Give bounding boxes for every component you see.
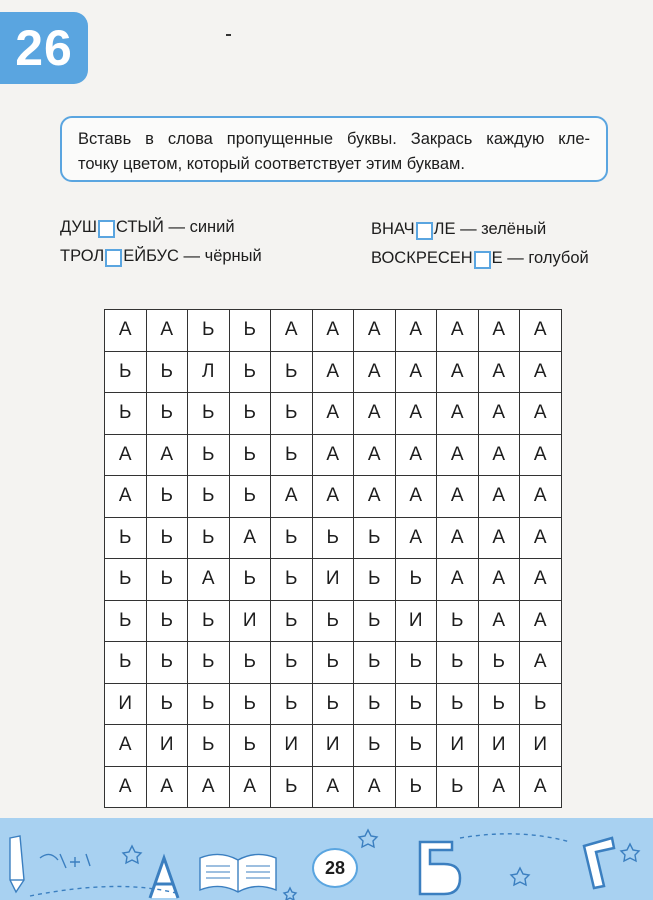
grid-cell[interactable]: Ь [146, 517, 188, 559]
grid-cell[interactable]: Ь [146, 393, 188, 435]
grid-cell[interactable]: А [229, 766, 271, 808]
instruction-box [60, 116, 608, 182]
grid-cell[interactable]: Ь [146, 559, 188, 601]
grid-cell[interactable]: Ь [395, 683, 437, 725]
grid-cell[interactable]: А [354, 766, 396, 808]
grid-row [105, 393, 562, 435]
letter-b-icon [420, 842, 460, 894]
rule-word-start: ДУШ [60, 218, 97, 236]
task-number-badge [0, 12, 88, 84]
grid-cell[interactable]: А [395, 351, 437, 393]
grid-cell[interactable]: А [354, 310, 396, 352]
page-number-badge [312, 848, 358, 888]
grid-cell[interactable]: А [105, 766, 147, 808]
rule-word-end: ЛЕ [433, 220, 456, 238]
page-number: 28 [324, 857, 346, 878]
grid-cell[interactable]: И [312, 559, 354, 601]
grid-cell[interactable]: Ь [229, 476, 271, 518]
grid-cell[interactable]: Ь [271, 559, 313, 601]
missing-letter-box[interactable] [105, 249, 122, 267]
grid-cell[interactable]: А [395, 517, 437, 559]
missing-letter-box[interactable] [416, 222, 433, 240]
grid-cell[interactable]: А [312, 393, 354, 435]
grid-cell[interactable]: А [437, 351, 479, 393]
grid-cell[interactable]: А [395, 393, 437, 435]
grid-row [105, 351, 562, 393]
rule-color-name: чёрный [204, 247, 262, 265]
grid-cell[interactable]: А [520, 310, 562, 352]
grid-row [105, 310, 562, 352]
grid-row [105, 559, 562, 601]
grid-cell[interactable]: А [520, 600, 562, 642]
grid-cell[interactable]: Ь [105, 642, 147, 684]
grid-cell[interactable]: Ь [271, 600, 313, 642]
rule-green [371, 220, 546, 239]
rule-word-start: ТРОЛ [60, 247, 105, 265]
rule-dash: — [455, 220, 482, 238]
grid-cell[interactable]: И [520, 725, 562, 767]
grid-cell[interactable]: Ь [188, 683, 230, 725]
grid-cell[interactable]: А [520, 434, 562, 476]
grid-cell[interactable]: Ь [312, 642, 354, 684]
grid-cell[interactable]: Ь [437, 683, 479, 725]
grid-cell[interactable]: И [271, 725, 313, 767]
grid-cell[interactable]: Ь [188, 642, 230, 684]
grid-row [105, 476, 562, 518]
grid-cell[interactable]: Ь [188, 725, 230, 767]
grid-cell[interactable]: Ь [354, 725, 396, 767]
grid-row [105, 725, 562, 767]
grid-cell[interactable]: Ь [478, 683, 520, 725]
grid-cell[interactable]: А [437, 517, 479, 559]
missing-letter-box[interactable] [474, 251, 491, 269]
grid-cell[interactable]: Ь [271, 434, 313, 476]
rule-black [60, 247, 262, 266]
grid-cell[interactable]: И [437, 725, 479, 767]
rule-blue [60, 218, 235, 237]
grid-cell[interactable]: А [188, 766, 230, 808]
grid-cell[interactable]: Ь [312, 600, 354, 642]
grid-cell[interactable]: Ь [229, 310, 271, 352]
grid-cell[interactable]: Ь [146, 642, 188, 684]
grid-cell[interactable]: Ь [188, 476, 230, 518]
grid-cell[interactable]: Ь [354, 642, 396, 684]
grid-cell[interactable]: И [105, 683, 147, 725]
grid-cell[interactable]: А [478, 310, 520, 352]
pencil-icon [10, 836, 24, 892]
grid-cell[interactable]: И [395, 600, 437, 642]
grid-cell[interactable]: А [478, 766, 520, 808]
grid-cell[interactable]: А [395, 434, 437, 476]
grid-cell[interactable]: Ь [271, 683, 313, 725]
letter-g-icon [584, 838, 614, 888]
grid-cell[interactable]: Ь [395, 559, 437, 601]
grid-cell[interactable]: Ь [437, 600, 479, 642]
rule-word-start: ВНАЧ [371, 220, 415, 238]
grid-cell[interactable]: Ь [105, 351, 147, 393]
grid-cell[interactable]: Ь [229, 351, 271, 393]
grid-cell[interactable]: А [478, 351, 520, 393]
grid-cell[interactable]: Ь [520, 683, 562, 725]
grid-cell[interactable]: А [271, 476, 313, 518]
rule-word-end: Е [491, 249, 503, 267]
grid-row [105, 517, 562, 559]
grid-cell[interactable]: Ь [437, 766, 479, 808]
grid-cell[interactable]: Ь [478, 642, 520, 684]
rule-word-start: ВОСКРЕСЕН [371, 249, 473, 267]
grid-cell[interactable]: А [437, 476, 479, 518]
grid-cell[interactable]: Ь [271, 766, 313, 808]
grid-cell[interactable]: А [478, 600, 520, 642]
grid-cell[interactable]: Ь [188, 434, 230, 476]
grid-cell[interactable]: Ь [229, 559, 271, 601]
rule-dash: — [502, 249, 529, 267]
grid-cell[interactable]: И [478, 725, 520, 767]
grid-cell[interactable]: Ь [229, 725, 271, 767]
grid-cell[interactable]: А [478, 559, 520, 601]
grid-cell[interactable]: А [312, 476, 354, 518]
grid-cell[interactable]: И [146, 725, 188, 767]
grid-cell[interactable]: Ь [188, 517, 230, 559]
grid-cell[interactable]: Л [188, 351, 230, 393]
grid-cell[interactable]: А [478, 393, 520, 435]
rule-color-name: синий [189, 218, 235, 236]
grid-cell[interactable]: А [478, 517, 520, 559]
grid-cell[interactable]: А [437, 559, 479, 601]
grid-cell[interactable]: Ь [229, 393, 271, 435]
grid-cell[interactable]: Ь [188, 600, 230, 642]
grid-cell[interactable]: Ь [229, 642, 271, 684]
grid-cell[interactable]: А [354, 476, 396, 518]
grid-cell[interactable]: Ь [146, 476, 188, 518]
grid-cell[interactable]: А [520, 559, 562, 601]
rule-dash: — [163, 218, 190, 236]
grid-cell[interactable]: Ь [105, 393, 147, 435]
grid-cell[interactable]: А [312, 434, 354, 476]
grid-cell[interactable]: Ь [312, 683, 354, 725]
grid-cell[interactable]: А [188, 559, 230, 601]
grid-cell[interactable]: А [105, 725, 147, 767]
grid-cell[interactable]: Ь [105, 559, 147, 601]
stray-mark [226, 34, 231, 36]
grid-cell[interactable]: Ь [188, 393, 230, 435]
grid-cell[interactable]: Ь [354, 517, 396, 559]
grid-cell[interactable]: Ь [105, 600, 147, 642]
grid-cell[interactable]: Ь [354, 600, 396, 642]
grid-cell[interactable]: А [520, 393, 562, 435]
grid-cell[interactable]: А [105, 310, 147, 352]
grid-cell[interactable]: А [312, 766, 354, 808]
rule-word-end: СТЫЙ [115, 218, 164, 236]
rule-color-name: зелёный [481, 220, 547, 238]
grid-row [105, 683, 562, 725]
task-number: 26 [15, 20, 73, 76]
grid-cell[interactable]: А [271, 310, 313, 352]
grid-cell[interactable]: А [354, 393, 396, 435]
grid-cell[interactable]: Ь [229, 683, 271, 725]
grid-cell[interactable]: Ь [312, 517, 354, 559]
grid-cell[interactable]: А [146, 434, 188, 476]
grid-cell[interactable]: А [312, 351, 354, 393]
grid-cell[interactable]: А [146, 766, 188, 808]
grid-cell[interactable]: Ь [105, 517, 147, 559]
grid-cell[interactable]: А [520, 517, 562, 559]
grid-cell[interactable]: А [437, 434, 479, 476]
grid-cell[interactable]: И [312, 725, 354, 767]
grid-cell[interactable]: А [229, 517, 271, 559]
grid-cell[interactable]: Ь [229, 434, 271, 476]
grid-cell[interactable]: А [395, 476, 437, 518]
letter-grid [104, 309, 562, 808]
rule-word-end: ЕЙБУС [123, 247, 179, 265]
grid-cell[interactable]: А [105, 434, 147, 476]
grid-cell[interactable]: Ь [271, 351, 313, 393]
grid-row [105, 434, 562, 476]
grid-cell[interactable]: Ь [395, 766, 437, 808]
grid-cell[interactable]: А [520, 642, 562, 684]
rule-lightblue [371, 249, 589, 268]
grid-cell[interactable]: Ь [271, 517, 313, 559]
grid-cell[interactable]: А [105, 476, 147, 518]
instruction-line-2: точку цветом, который соответствует этим буквам. [78, 155, 465, 173]
rule-color-name: голубой [528, 249, 589, 267]
grid-cell[interactable]: Ь [437, 642, 479, 684]
book-icon [200, 854, 276, 892]
instruction-line-1: Вставь в слова пропущенные буквы. Закрась каждую кле- [78, 130, 590, 148]
grid-cell[interactable]: А [354, 434, 396, 476]
grid-cell[interactable]: А [146, 310, 188, 352]
grid-cell[interactable]: Ь [354, 683, 396, 725]
grid-cell[interactable]: А [354, 351, 396, 393]
missing-letter-box[interactable] [98, 220, 115, 238]
grid-cell[interactable]: Ь [354, 559, 396, 601]
grid-cell[interactable]: Ь [395, 725, 437, 767]
grid-cell[interactable]: А [520, 766, 562, 808]
grid-cell[interactable]: Ь [271, 642, 313, 684]
grid-cell[interactable]: И [229, 600, 271, 642]
grid-cell[interactable]: Ь [146, 351, 188, 393]
grid-cell[interactable]: Ь [146, 600, 188, 642]
grid-cell[interactable]: А [437, 310, 479, 352]
grid-row [105, 642, 562, 684]
grid-cell[interactable]: А [395, 310, 437, 352]
grid-row [105, 766, 562, 808]
grid-cell[interactable]: Ь [395, 642, 437, 684]
grid-cell[interactable]: А [312, 310, 354, 352]
grid-cell[interactable]: А [478, 434, 520, 476]
grid-cell[interactable]: А [437, 393, 479, 435]
rule-dash: — [178, 247, 205, 265]
grid-cell[interactable]: Ь [271, 393, 313, 435]
grid-cell[interactable]: А [520, 351, 562, 393]
grid-cell[interactable]: Ь [188, 310, 230, 352]
grid-cell[interactable]: А [478, 476, 520, 518]
grid-cell[interactable]: А [520, 476, 562, 518]
grid-cell[interactable]: Ь [146, 683, 188, 725]
grid-row [105, 600, 562, 642]
